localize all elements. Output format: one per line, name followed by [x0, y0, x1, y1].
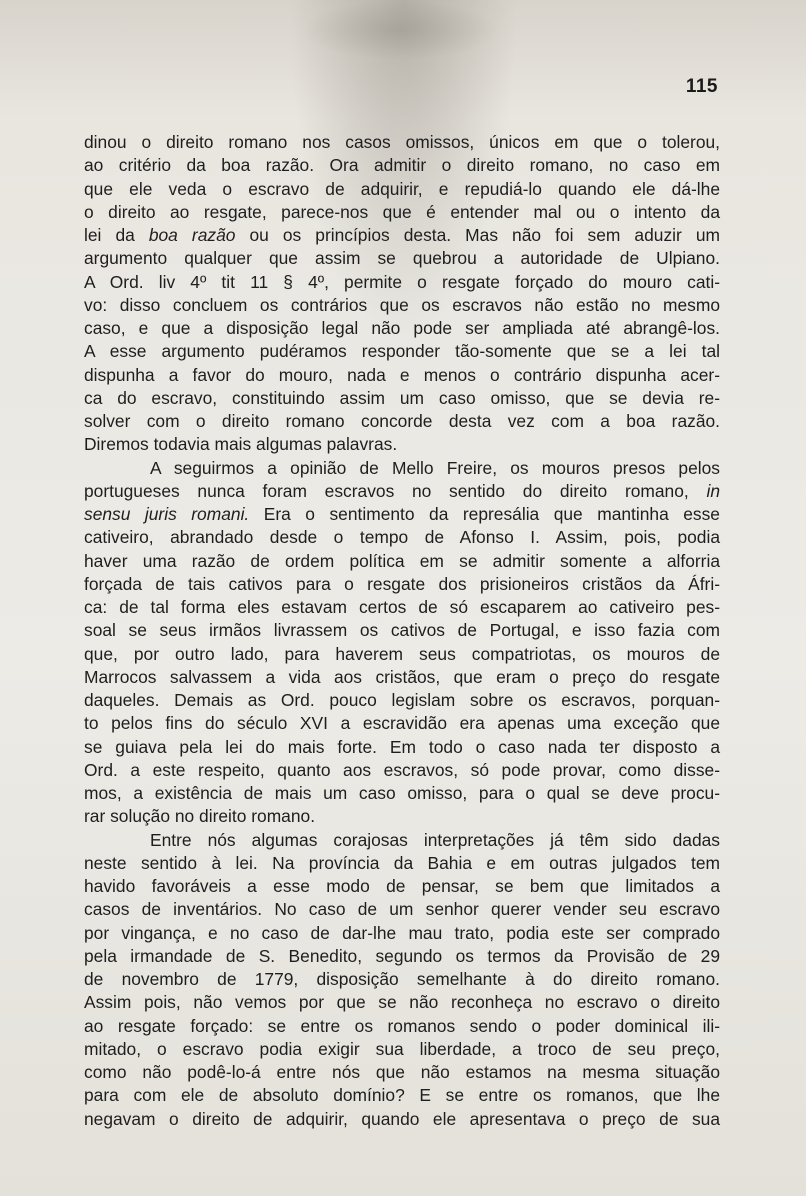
text-segment: dispunha a favor do mouro, nada e menos o contrário dispunha acer- [84, 364, 720, 385]
text-line [84, 178, 720, 201]
text-segment: para com ele de absoluto domínio? E se entre os romanos, que lhe [84, 1085, 720, 1106]
text-segment: ao resgate forçado: se entre os romanos sendo o poder dominical ili- [84, 1015, 720, 1036]
body-text [84, 131, 720, 1131]
text-line [84, 991, 720, 1014]
text-line [84, 759, 720, 782]
text-line [84, 224, 720, 247]
text-line [84, 666, 720, 689]
text-line [84, 364, 720, 387]
text-segment: o direito ao resgate, parece-nos que é entender mal ou o intento da [84, 201, 720, 222]
text-line [84, 898, 720, 921]
text-line [84, 643, 720, 666]
text-segment: que, por outro lado, para haverem seus compatriotas, os mouros de [84, 643, 720, 664]
text-segment: to pelos fins do século XVI a escravidão era apenas uma exceção que [84, 713, 720, 734]
text-segment: que ele veda o escravo de adquirir, e repudiá-lo quando ele dá-lhe [84, 178, 720, 199]
text-segment: vo: disso concluem os contrários que os escravos não estão no mesmo [84, 294, 720, 315]
text-segment: caso, e que a disposição legal não pode ser ampliada até abrangê-los. [84, 318, 720, 338]
text-segment: cativeiro, abrandado desde o tempo de Afonso I. Assim, pois, podia [84, 527, 720, 548]
text-segment: rar solução no direito romano. [84, 806, 316, 827]
text-segment: soal se seus irmãos livrassem os cativos de Portugal, e isso fazia com [84, 620, 720, 641]
text-line [84, 968, 720, 991]
text-line [84, 201, 720, 224]
text-segment: A esse argumento pudéramos responder tão-somente que se a lei tal [84, 341, 720, 362]
text-line [84, 154, 720, 177]
text-line [84, 805, 720, 828]
text-line [84, 736, 720, 759]
text-line [84, 922, 720, 945]
text-line [84, 829, 720, 852]
text-segment: mos, a existência de mais um caso omisso, para o qual se deve procu- [84, 783, 720, 803]
italic-text: in [706, 480, 720, 501]
scan-shadow [300, 0, 500, 60]
text-segment: como não podê-lo-á entre nós que não estamos na mesma situação [84, 1062, 720, 1082]
text-line [84, 875, 720, 898]
italic-text: boa razão [148, 225, 236, 245]
text-segment: Assim pois, não vemos por que se não reconheça no escravo o direito [84, 992, 720, 1013]
text-segment: neste sentido à lei. Na província da Bahia e em outras julgados tem [84, 852, 720, 873]
text-segment: Diremos todavia mais algumas palavras. [84, 434, 398, 455]
text-segment: A Ord. liv 4º tit 11 § 4º, permite o resgate forçado do mouro cati- [84, 271, 720, 292]
text-line [84, 945, 720, 968]
text-line [84, 1084, 720, 1107]
text-segment: lei da [84, 225, 149, 245]
text-line [84, 526, 720, 549]
text-segment: haver uma razão de ordem política em se admitir somente a alforria [84, 550, 720, 571]
text-segment: ao critério da boa razão. Ora admitir o direito romano, no caso em [84, 155, 720, 176]
text-line [84, 480, 720, 503]
text-line [84, 1038, 720, 1061]
page-number: 115 [685, 76, 718, 97]
text-segment: se guiava pela lei do mais forte. Em todo o caso nada ter disposto a [84, 736, 720, 757]
text-segment: daqueles. Demais as Ord. pouco legislam sobre os escravos, porquan- [84, 690, 720, 710]
text-line [84, 852, 720, 875]
text-line [84, 1015, 720, 1038]
text-segment: havido favoráveis a esse modo de pensar, se bem que limitados a [84, 876, 720, 896]
text-segment: argumento qualquer que assim se quebrou a autoridade de Ulpiano. [84, 248, 720, 269]
text-line [84, 503, 720, 526]
text-segment: pela irmandade de S. Benedito, segundo os termos da Provisão de 29 [84, 945, 720, 966]
text-segment: por vingança, e no caso de dar-lhe mau trato, podia este ser comprado [84, 922, 720, 943]
text-line [84, 782, 720, 805]
text-segment: portugueses nunca foram escravos no sentido do direito romano, [84, 480, 707, 501]
text-line [84, 1108, 720, 1131]
text-segment: A seguirmos a opinião de Mello Freire, os mouros presos pelos [150, 457, 720, 478]
text-segment: solver com o direito romano concorde desta vez com a boa razão. [84, 411, 720, 431]
text-segment: de novembro de 1779, disposição semelhante à do direito romano. [84, 969, 720, 989]
text-line [84, 340, 720, 363]
text-line [84, 247, 720, 270]
text-segment: negavam o direito de adquirir, quando ele apresentava o preço de sua [84, 1108, 720, 1129]
text-segment: ca do escravo, constituindo assim um caso omisso, que se devia re- [84, 387, 720, 408]
text-line [84, 689, 720, 712]
text-line [84, 294, 720, 317]
text-segment: forçada de tais cativos para o resgate dos prisioneiros cristãos da Áfri- [84, 573, 720, 594]
text-segment: mitado, o escravo podia exigir sua liberdade, a troco de seu preço, [84, 1038, 720, 1059]
text-line [84, 457, 720, 480]
text-line [84, 550, 720, 573]
italic-text: sensu juris romani. [84, 504, 250, 524]
text-line [84, 1061, 720, 1084]
text-line [84, 410, 720, 433]
text-segment: Ord. a este respeito, quanto aos escravos, só pode provar, como disse- [84, 759, 720, 780]
text-line [84, 131, 720, 154]
text-line [84, 433, 720, 456]
text-segment: dinou o direito romano nos casos omissos, únicos em que o tolerou, [84, 132, 720, 152]
text-line [84, 271, 720, 294]
text-segment: Entre nós algumas corajosas interpretações já têm sido dadas [150, 829, 720, 850]
text-line [84, 573, 720, 596]
text-line [84, 317, 720, 340]
text-segment: ou os princípios desta. Mas não foi sem aduzir um [235, 225, 721, 245]
text-line [84, 596, 720, 619]
text-segment: Marrocos salvassem a vida aos cristãos, que eram o preço do resgate [84, 666, 720, 687]
text-line [84, 712, 720, 735]
text-segment: casos de inventários. No caso de um senhor querer vender seu escravo [84, 899, 720, 920]
text-line [84, 387, 720, 410]
text-segment: ca: de tal forma eles estavam certos de só escaparem ao cativeiro pes- [84, 597, 720, 617]
text-segment: Era o sentimento da represália que mantinha esse [249, 504, 720, 524]
text-line [84, 619, 720, 642]
